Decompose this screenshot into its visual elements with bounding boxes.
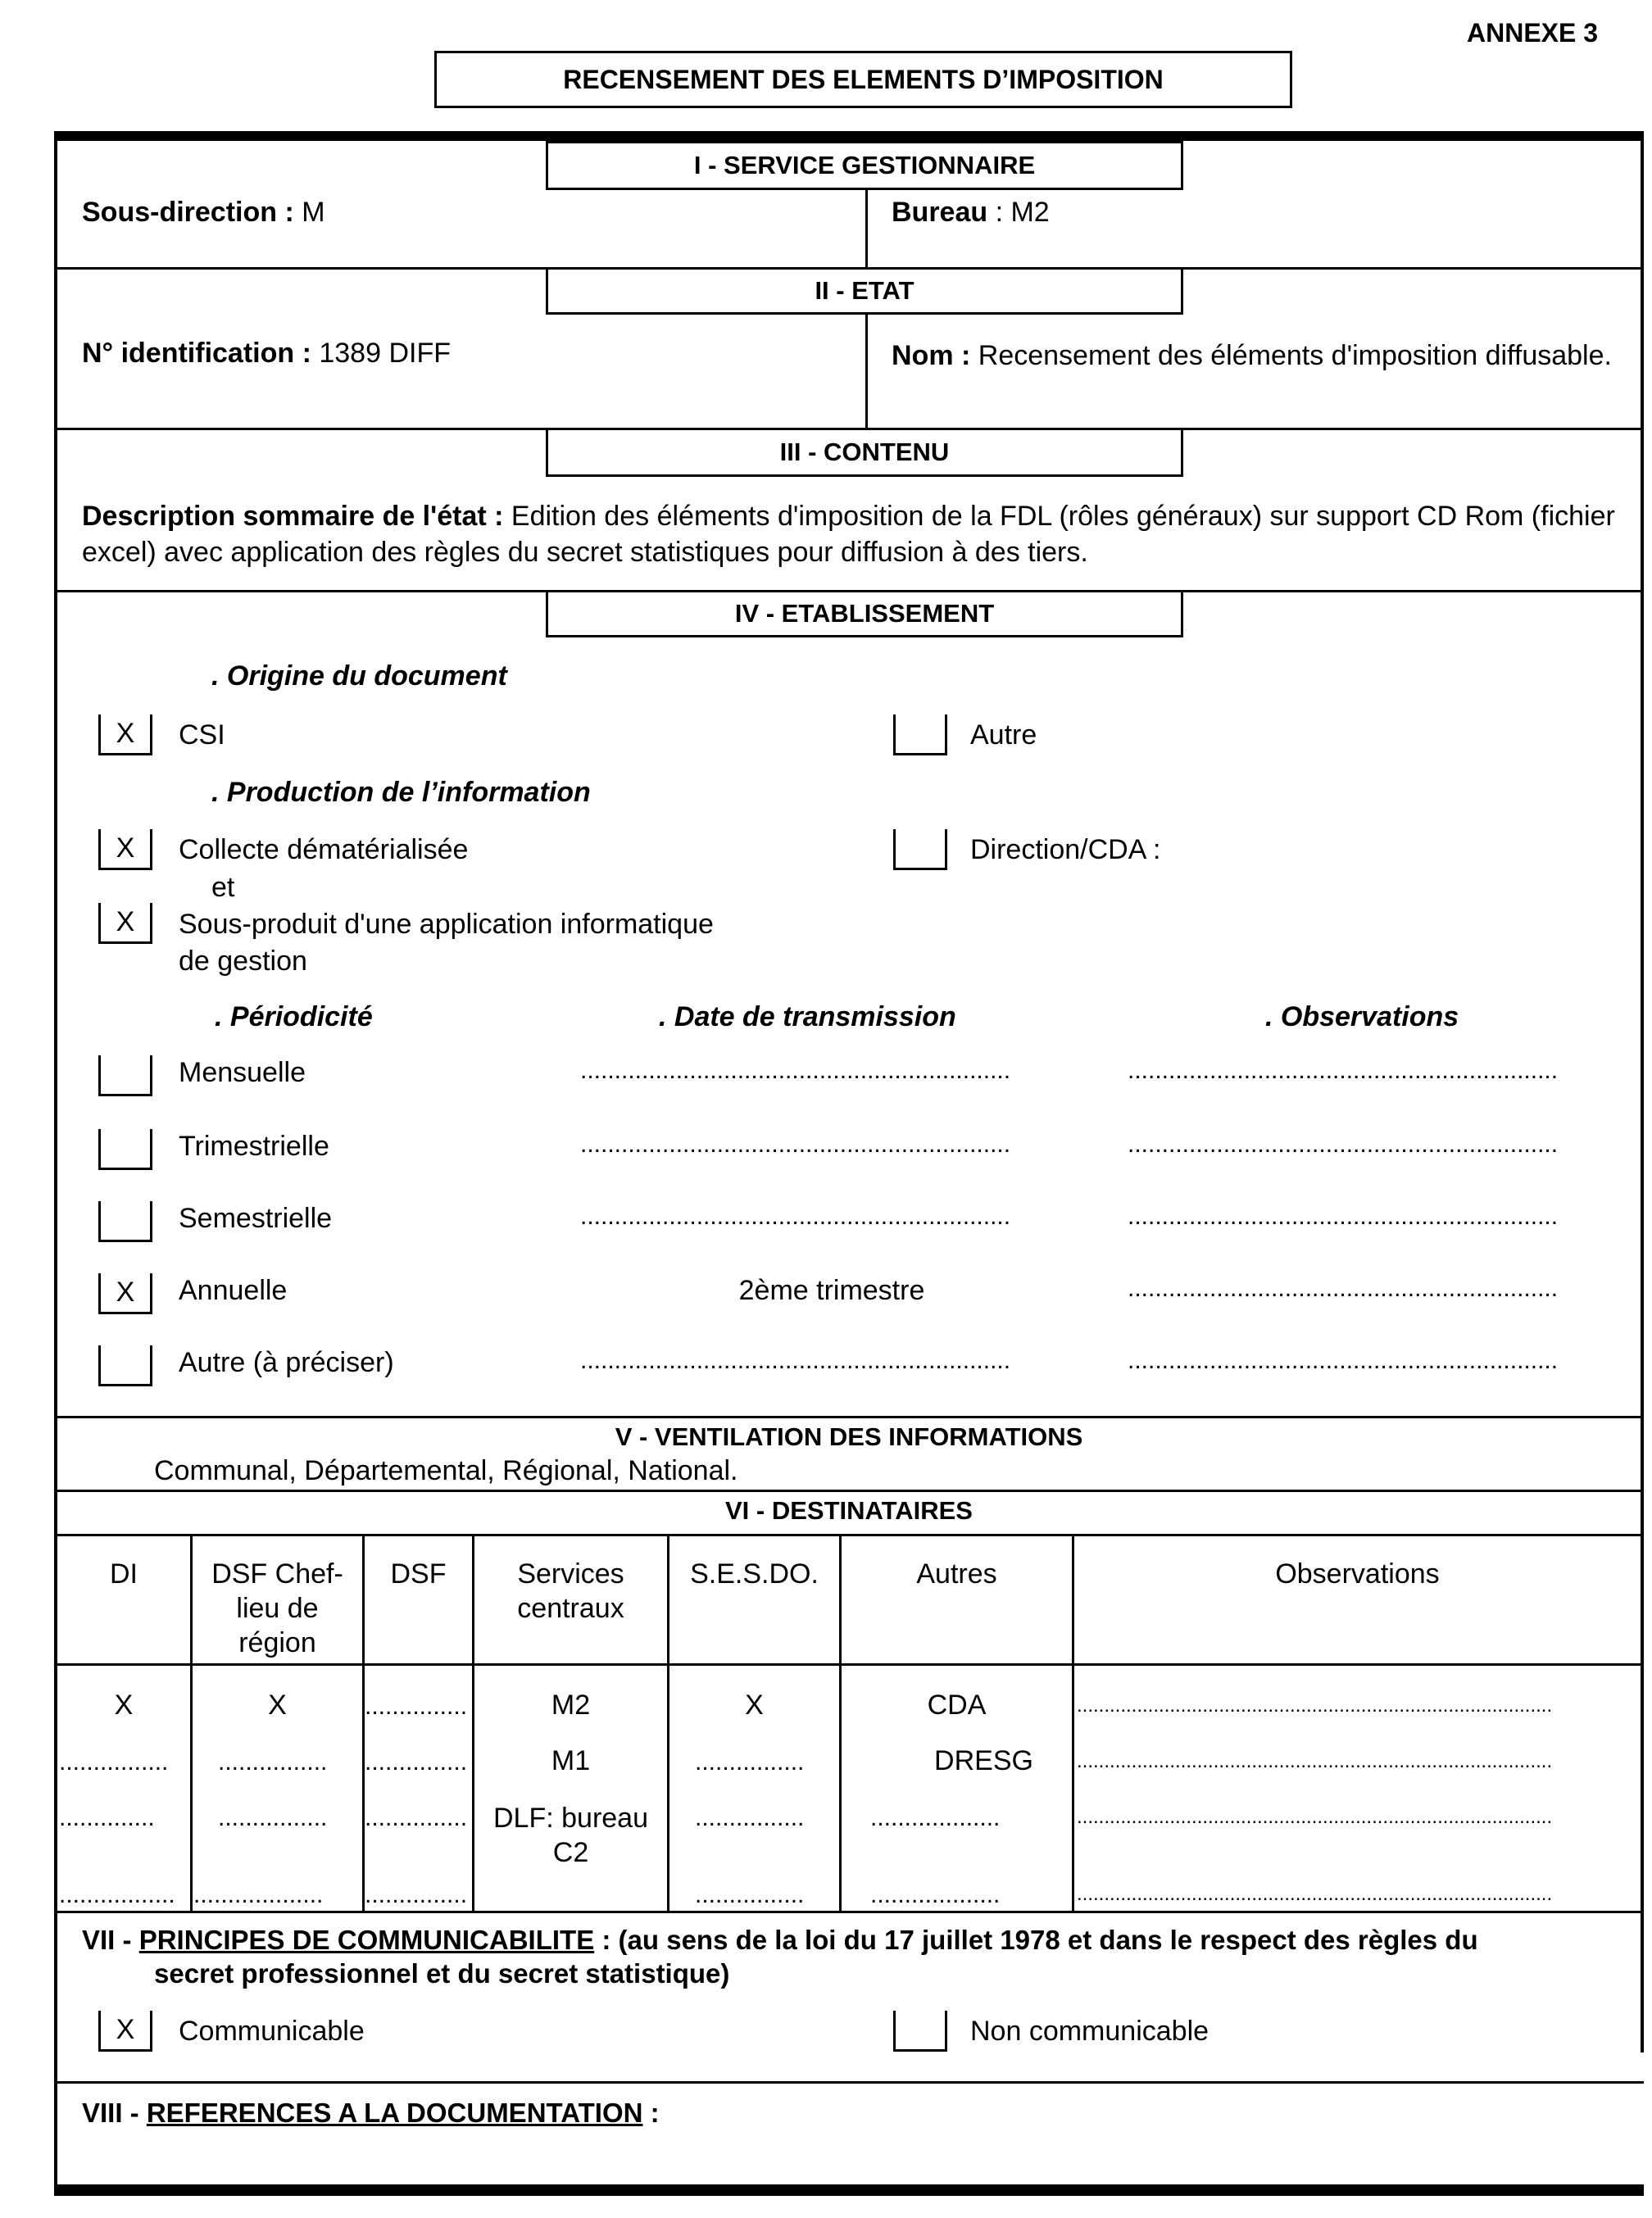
table-cell: .................	[59, 1881, 175, 1908]
frame-top	[54, 131, 1644, 141]
section-6-bottom	[54, 1911, 1644, 1913]
table-header-autres: Autres	[916, 1558, 997, 1590]
table-cell: ...............	[365, 1693, 468, 1720]
communicabilite-heading	[82, 1922, 1639, 1958]
table-header-services-centraux: Services centraux	[517, 1558, 624, 1624]
nom	[892, 338, 1613, 374]
table-cell: ...............	[365, 1749, 468, 1776]
table-cell: ...................	[870, 1881, 1001, 1908]
period-label: Autre (à préciser)	[179, 1347, 394, 1378]
period-observation: ...............................................................	[1128, 1347, 1559, 1374]
bureau-label: Bureau	[892, 197, 988, 228]
origine-heading: . Origine du document	[211, 660, 507, 692]
frame-left	[54, 131, 57, 2196]
section-6-title-bottom	[54, 1534, 1644, 1536]
communicabilite-rest: : (au sens de la loi du 17 juillet 1978 et dans le respect des règles du	[594, 1925, 1478, 1955]
date-transmission-heading: . Date de transmission	[659, 1001, 956, 1032]
identification-label: N° identification :	[82, 338, 311, 369]
communicable-checkbox[interactable]: X	[98, 2011, 152, 2052]
period-observation: ...............................................................	[1128, 1203, 1559, 1230]
section-7-bottom	[54, 2081, 1644, 2084]
sous-produit-label: Sous-produit d'une application informatique de gestion	[179, 909, 714, 977]
periodicite-heading: . Périodicité	[215, 1001, 373, 1032]
period-date: ...............................................................	[580, 1347, 1011, 1374]
direction-label: Direction/CDA :	[970, 834, 1161, 865]
table-cell: .......................................................................................	[1077, 1750, 1553, 1772]
csi-label: CSI	[179, 719, 225, 751]
table-cell: ................	[695, 1749, 805, 1776]
identification-value: 1389 DIFF	[311, 338, 451, 369]
frame-right	[1641, 131, 1644, 2052]
period-label: Mensuelle	[179, 1057, 306, 1088]
section-5-title: V - VENTILATION DES INFORMATIONS	[615, 1422, 1083, 1451]
table-header-bottom	[54, 1663, 1644, 1666]
section-4-bottom	[54, 1416, 1644, 1418]
table-cell: X	[745, 1690, 764, 1721]
table-cell: .......................................................................................	[1077, 1883, 1553, 1905]
period-observation: ...............................................................	[1128, 1057, 1559, 1084]
bureau	[892, 197, 1050, 229]
table-cell: X	[268, 1690, 287, 1721]
references-rest: :	[642, 2098, 660, 2128]
table-cell: M1	[551, 1745, 591, 1776]
period-observation: ...............................................................	[1128, 1275, 1559, 1302]
section-4-title: IV - ETABLISSEMENT	[546, 590, 1183, 637]
sous-direction-label: Sous-direction :	[82, 197, 294, 228]
section-6-title: VI - DESTINATAIRES	[725, 1496, 973, 1525]
observations-heading: . Observations	[1265, 1001, 1459, 1032]
table-cell: ...............	[365, 1804, 468, 1831]
sous-direction	[82, 197, 325, 229]
references-prefix: VIII -	[82, 2098, 147, 2128]
table-cell: ................	[695, 1804, 805, 1831]
section-1-divider	[865, 190, 868, 269]
section-5-bottom	[54, 1490, 1644, 1492]
production-heading: . Production de l’information	[211, 777, 591, 808]
table-header-di: DI	[110, 1558, 138, 1590]
sous-produit-checkbox[interactable]: X	[98, 903, 152, 944]
description-value: Edition des éléments d'imposition de la FDL (rôles généraux) sur support CD Rom (fichier excel) avec application des règles du secret statistiques pour diffusion à des tiers.	[82, 501, 1615, 568]
table-cell: .......................................................................................	[1077, 1694, 1553, 1717]
table-cell: ................	[218, 1804, 328, 1831]
non-communicable-label: Non communicable	[970, 2016, 1210, 2047]
period-checkbox[interactable]	[98, 1201, 152, 1242]
bureau-value: : M2	[987, 197, 1050, 228]
period-date: ...............................................................	[580, 1203, 1011, 1230]
collecte-label: Collecte dématérialisée	[179, 834, 469, 865]
period-label: Semestrielle	[179, 1203, 333, 1234]
communicabilite-line2: secret professionnel et du secret statistique)	[154, 1958, 730, 1989]
section-2-title: II - ETAT	[546, 267, 1183, 315]
communicabilite-prefix: VII -	[82, 1925, 139, 1955]
sous-direction-value: M	[293, 197, 325, 228]
ventilation-value: Communal, Départemental, Régional, National.	[154, 1455, 738, 1486]
table-cell: ................	[218, 1749, 328, 1776]
period-checkbox[interactable]	[98, 1129, 152, 1170]
table-header-sesdo: S.E.S.DO.	[690, 1558, 819, 1590]
et-label: et	[211, 872, 235, 903]
document-title: RECENSEMENT DES ELEMENTS D’IMPOSITION	[434, 51, 1292, 108]
period-checkbox[interactable]	[98, 1055, 152, 1096]
table-cell: ...................	[870, 1804, 1001, 1831]
table-cell: CDA	[927, 1690, 987, 1721]
table-cell: ..............	[59, 1804, 155, 1831]
table-header-dsf: DSF	[390, 1558, 447, 1590]
table-cell: ...................	[193, 1881, 324, 1908]
nom-value: Recensement des éléments d'imposition diffusable.	[970, 340, 1612, 371]
csi-checkbox[interactable]: X	[98, 714, 152, 755]
period-date: 2ème trimestre	[738, 1275, 925, 1306]
collecte-checkbox[interactable]: X	[98, 829, 152, 870]
non-communicable-checkbox[interactable]	[893, 2011, 947, 2052]
description-label: Description sommaire de l'état :	[82, 501, 504, 532]
table-header-dsf-chef-lieu: DSF Chef- lieu de région	[211, 1558, 343, 1658]
table-cell: DLF: bureau C2	[493, 1803, 648, 1868]
period-observation: ...............................................................	[1128, 1131, 1559, 1158]
table-cell: ................	[695, 1881, 805, 1908]
table-cell: DRESG	[934, 1745, 1033, 1776]
autre-origine-label: Autre	[970, 719, 1037, 751]
section-2-divider	[865, 315, 868, 429]
references-heading	[82, 2098, 660, 2129]
description	[82, 498, 1631, 570]
references-title: REFERENCES A LA DOCUMENTATION	[146, 2098, 643, 2128]
period-label: Annuelle	[179, 1275, 288, 1306]
period-checkbox[interactable]: X	[98, 1273, 152, 1314]
period-label: Trimestrielle	[179, 1131, 329, 1162]
table-cell: M2	[551, 1690, 591, 1721]
table-cell: X	[114, 1690, 134, 1721]
communicabilite-title: PRINCIPES DE COMMUNICABILITE	[138, 1925, 595, 1955]
period-date: ...............................................................	[580, 1131, 1011, 1158]
table-cell: ...............	[365, 1881, 468, 1908]
autre-origine-checkbox[interactable]	[893, 714, 947, 755]
table-header-observations: Observations	[1275, 1558, 1440, 1590]
annexe-label: ANNEXE 3	[1467, 18, 1599, 48]
section-3-title: III - CONTENU	[546, 428, 1183, 477]
table-cell: ................	[59, 1749, 169, 1776]
frame-bottom	[54, 2184, 1644, 2196]
table-cell: .......................................................................................	[1077, 1806, 1553, 1828]
period-date: ...............................................................	[580, 1057, 1011, 1084]
section-1-title: I - SERVICE GESTIONNAIRE	[546, 141, 1183, 190]
communicable-label: Communicable	[179, 2016, 365, 2047]
nom-label: Nom :	[892, 340, 971, 371]
direction-checkbox[interactable]	[893, 829, 947, 870]
identification	[82, 338, 451, 370]
period-checkbox[interactable]	[98, 1345, 152, 1386]
